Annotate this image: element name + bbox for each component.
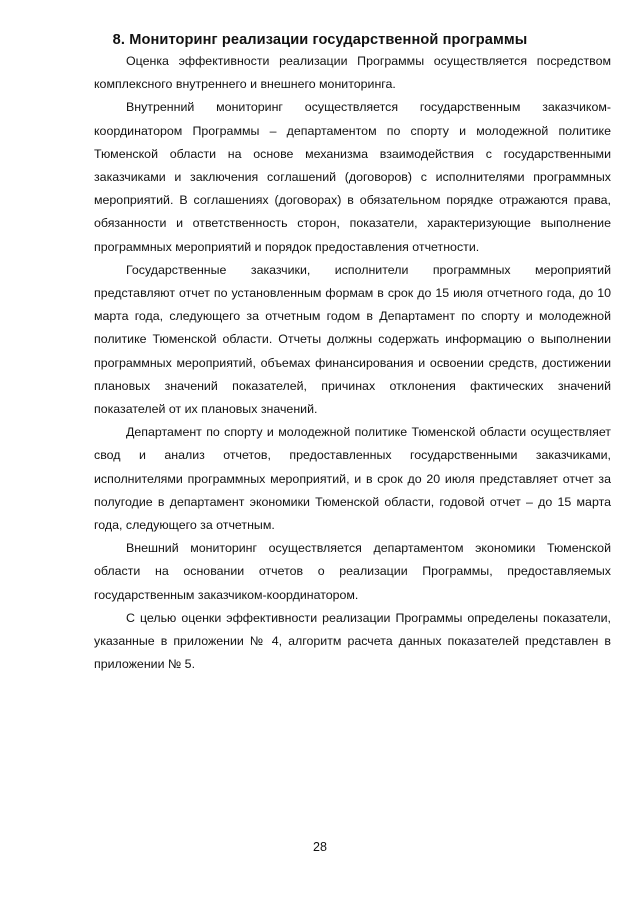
- section-heading: 8. Мониторинг реализации государственной программы: [112, 32, 528, 48]
- paragraph-internal-monitoring: Внутренний мониторинг осуществляется государственным заказчиком-координатором Программы – департаментом по спорту и молодежной политике Тюменской области на основе механизма взаимодействия с государственными заказчиками и заключения соглашений (договоров) с исполнителями программных мероприятий. В соглашениях (договорах) в обязательном порядке отражаются права, обязанности и ответственность сторон, показатели, характеризующие выполнение программных мероприятий и порядок предоставления отчетности.: [94, 100, 611, 254]
- paragraph-monitoring-overview: Оценка эффективности реализации Программы осуществляется посредством комплексного внутреннего и внешнего мониторинга.: [94, 54, 611, 92]
- section-body: [94, 50, 611, 676]
- page-number: 28: [313, 840, 327, 854]
- paragraph-performance-indicators: С целью оценки эффективности реализации Программы определены показатели, указанные в приложении № 4, алгоритм расчета данных показателей представлен в приложении № 5.: [94, 610, 611, 672]
- paragraph-reporting-deadlines: Государственные заказчики, исполнители программных мероприятий представляют отчет по установленным формам в срок до 15 июля отчетного года, до 10 марта года, следующего за отчетным годом в Департамент по спорту и молодежной политике Тюменской области. Отчеты должны содержать информацию о выполнении программных мероприятий, объемах финансирования и освоении средств, достижении плановых значений показателей, причинах отклонения фактических значений показателей от их плановых значений.: [94, 262, 611, 417]
- paragraph-department-analysis: Департамент по спорту и молодежной политике Тюменской области осуществляет свод и анализ отчетов, предоставленных государственными заказчиками, исполнителями программных мероприятий, и в срок до 20 июля представляет отчет за полугодие в департамент экономики Тюменской области, годовой отчет – до 15 марта года, следующего за отчетным.: [94, 425, 611, 533]
- paragraph-external-monitoring: Внешний мониторинг осуществляется департаментом экономики Тюменской области на основании отчетов о реализации Программы, предоставляемых государственным заказчиком-координатором.: [94, 541, 611, 602]
